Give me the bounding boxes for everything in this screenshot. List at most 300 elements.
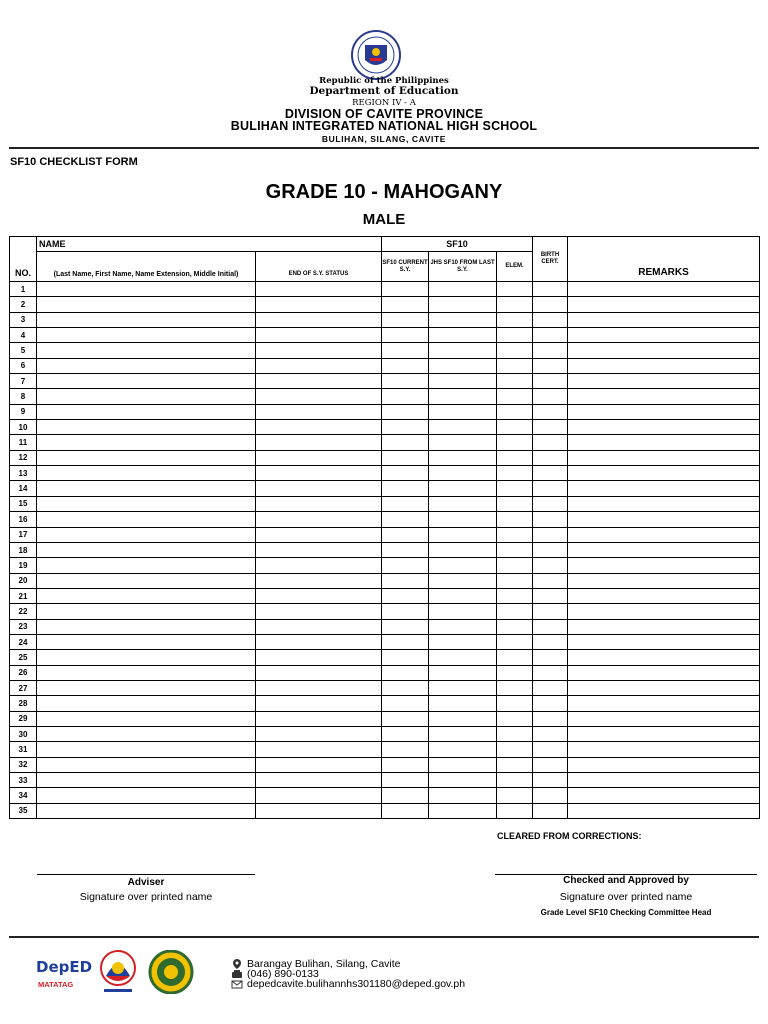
jhs-sf10-cell[interactable] bbox=[429, 588, 497, 603]
sf10-current-cell[interactable] bbox=[382, 328, 429, 343]
birth-cert-cell[interactable] bbox=[533, 680, 568, 695]
sf10-current-cell[interactable] bbox=[382, 680, 429, 695]
sf10-current-cell[interactable] bbox=[382, 619, 429, 634]
table-row bbox=[10, 328, 760, 343]
remarks-cell[interactable] bbox=[568, 389, 760, 404]
remarks-cell[interactable] bbox=[568, 558, 760, 573]
birth-cert-cell[interactable] bbox=[533, 450, 568, 465]
status-cell[interactable] bbox=[256, 742, 382, 757]
row-number: 8 bbox=[10, 389, 37, 404]
status-cell[interactable] bbox=[256, 312, 382, 327]
table-row bbox=[10, 726, 760, 741]
name-cell[interactable] bbox=[37, 389, 256, 404]
elem-cell[interactable] bbox=[497, 773, 533, 788]
sf10-current-cell[interactable] bbox=[382, 496, 429, 511]
row-number: 21 bbox=[10, 588, 37, 603]
jhs-sf10-cell[interactable] bbox=[429, 573, 497, 588]
sf10-current-cell[interactable] bbox=[382, 742, 429, 757]
remarks-cell[interactable] bbox=[568, 726, 760, 741]
name-cell[interactable] bbox=[37, 696, 256, 711]
elem-cell[interactable] bbox=[497, 650, 533, 665]
birth-cert-cell[interactable] bbox=[533, 527, 568, 542]
jhs-sf10-cell[interactable] bbox=[429, 481, 497, 496]
birth-cert-cell[interactable] bbox=[533, 604, 568, 619]
remarks-cell[interactable] bbox=[568, 450, 760, 465]
birth-cert-cell[interactable] bbox=[533, 696, 568, 711]
name-cell[interactable] bbox=[37, 558, 256, 573]
footer-phone: (046) 890-0133 bbox=[247, 968, 319, 980]
remarks-cell[interactable] bbox=[568, 374, 760, 389]
name-cell[interactable] bbox=[37, 773, 256, 788]
remarks-cell[interactable] bbox=[568, 573, 760, 588]
sf10-current-cell[interactable] bbox=[382, 343, 429, 358]
row-number: 15 bbox=[10, 496, 37, 511]
birth-cert-cell[interactable] bbox=[533, 803, 568, 818]
sf10-current-cell[interactable] bbox=[382, 450, 429, 465]
birth-cert-cell[interactable] bbox=[533, 343, 568, 358]
jhs-sf10-cell[interactable] bbox=[429, 374, 497, 389]
elem-cell[interactable] bbox=[497, 680, 533, 695]
birth-cert-cell[interactable] bbox=[533, 312, 568, 327]
birth-cert-cell[interactable] bbox=[533, 282, 568, 297]
row-number: 31 bbox=[10, 742, 37, 757]
remarks-cell[interactable] bbox=[568, 680, 760, 695]
jhs-sf10-cell[interactable] bbox=[429, 803, 497, 818]
birth-cert-cell[interactable] bbox=[533, 634, 568, 649]
email-icon bbox=[231, 978, 243, 990]
jhs-sf10-cell[interactable] bbox=[429, 450, 497, 465]
name-cell[interactable] bbox=[37, 604, 256, 619]
status-cell[interactable] bbox=[256, 297, 382, 312]
status-cell[interactable] bbox=[256, 773, 382, 788]
remarks-cell[interactable] bbox=[568, 297, 760, 312]
row-number: 27 bbox=[10, 680, 37, 695]
name-cell[interactable] bbox=[37, 343, 256, 358]
elem-cell[interactable] bbox=[497, 312, 533, 327]
jhs-sf10-cell[interactable] bbox=[429, 788, 497, 803]
remarks-cell[interactable] bbox=[568, 711, 760, 726]
elem-cell[interactable] bbox=[497, 343, 533, 358]
elem-cell[interactable] bbox=[497, 573, 533, 588]
sf10-current-cell[interactable] bbox=[382, 420, 429, 435]
status-cell[interactable] bbox=[256, 634, 382, 649]
birth-cert-cell[interactable] bbox=[533, 788, 568, 803]
jhs-sf10-cell[interactable] bbox=[429, 527, 497, 542]
row-number: 12 bbox=[10, 450, 37, 465]
status-cell[interactable] bbox=[256, 404, 382, 419]
birth-cert-cell[interactable] bbox=[533, 404, 568, 419]
status-cell[interactable] bbox=[256, 374, 382, 389]
table-row bbox=[10, 742, 760, 757]
sf10-current-cell[interactable] bbox=[382, 542, 429, 557]
jhs-sf10-cell[interactable] bbox=[429, 773, 497, 788]
birth-cert-cell[interactable] bbox=[533, 542, 568, 557]
row-number: 10 bbox=[10, 420, 37, 435]
elem-cell[interactable] bbox=[497, 665, 533, 680]
sf10-current-cell[interactable] bbox=[382, 773, 429, 788]
header-no: NO. bbox=[10, 237, 37, 282]
elem-cell[interactable] bbox=[497, 496, 533, 511]
sf10-current-cell[interactable] bbox=[382, 558, 429, 573]
remarks-cell[interactable] bbox=[568, 282, 760, 297]
table-row bbox=[10, 588, 760, 603]
name-cell[interactable] bbox=[37, 512, 256, 527]
elem-cell[interactable] bbox=[497, 435, 533, 450]
row-number: 25 bbox=[10, 650, 37, 665]
birth-cert-cell[interactable] bbox=[533, 466, 568, 481]
row-number: 26 bbox=[10, 665, 37, 680]
name-cell[interactable] bbox=[37, 481, 256, 496]
birth-cert-cell[interactable] bbox=[533, 496, 568, 511]
elem-cell[interactable] bbox=[497, 328, 533, 343]
name-cell[interactable] bbox=[37, 542, 256, 557]
sf10-current-cell[interactable] bbox=[382, 650, 429, 665]
jhs-sf10-cell[interactable] bbox=[429, 696, 497, 711]
row-number: 1 bbox=[10, 282, 37, 297]
sf10-current-cell[interactable] bbox=[382, 803, 429, 818]
jhs-sf10-cell[interactable] bbox=[429, 650, 497, 665]
remarks-cell[interactable] bbox=[568, 466, 760, 481]
name-cell[interactable] bbox=[37, 788, 256, 803]
remarks-cell[interactable] bbox=[568, 343, 760, 358]
sf10-current-cell[interactable] bbox=[382, 389, 429, 404]
birth-cert-cell[interactable] bbox=[533, 711, 568, 726]
row-number: 6 bbox=[10, 358, 37, 373]
remarks-cell[interactable] bbox=[568, 742, 760, 757]
sf10-current-cell[interactable] bbox=[382, 466, 429, 481]
remarks-cell[interactable] bbox=[568, 650, 760, 665]
remarks-cell[interactable] bbox=[568, 420, 760, 435]
status-cell[interactable] bbox=[256, 343, 382, 358]
elem-cell[interactable] bbox=[497, 512, 533, 527]
jhs-sf10-cell[interactable] bbox=[429, 634, 497, 649]
elem-cell[interactable] bbox=[497, 634, 533, 649]
name-cell[interactable] bbox=[37, 588, 256, 603]
remarks-cell[interactable] bbox=[568, 527, 760, 542]
birth-cert-cell[interactable] bbox=[533, 726, 568, 741]
birth-cert-cell[interactable] bbox=[533, 742, 568, 757]
name-cell[interactable] bbox=[37, 466, 256, 481]
status-cell[interactable] bbox=[256, 466, 382, 481]
remarks-cell[interactable] bbox=[568, 481, 760, 496]
status-cell[interactable] bbox=[256, 588, 382, 603]
sf10-current-cell[interactable] bbox=[382, 604, 429, 619]
status-cell[interactable] bbox=[256, 450, 382, 465]
table-row bbox=[10, 604, 760, 619]
birth-cert-cell[interactable] bbox=[533, 665, 568, 680]
row-number: 13 bbox=[10, 466, 37, 481]
status-cell[interactable] bbox=[256, 358, 382, 373]
name-cell[interactable] bbox=[37, 650, 256, 665]
name-cell[interactable] bbox=[37, 404, 256, 419]
status-cell[interactable] bbox=[256, 726, 382, 741]
jhs-sf10-cell[interactable] bbox=[429, 496, 497, 511]
elem-cell[interactable] bbox=[497, 358, 533, 373]
sf10-current-cell[interactable] bbox=[382, 481, 429, 496]
elem-cell[interactable] bbox=[497, 282, 533, 297]
status-cell[interactable] bbox=[256, 558, 382, 573]
name-cell[interactable] bbox=[37, 282, 256, 297]
elem-cell[interactable] bbox=[497, 450, 533, 465]
remarks-cell[interactable] bbox=[568, 496, 760, 511]
sf10-current-cell[interactable] bbox=[382, 788, 429, 803]
table-row bbox=[10, 312, 760, 327]
name-cell[interactable] bbox=[37, 619, 256, 634]
elem-cell[interactable] bbox=[497, 558, 533, 573]
status-cell[interactable] bbox=[256, 711, 382, 726]
jhs-sf10-cell[interactable] bbox=[429, 711, 497, 726]
name-cell[interactable] bbox=[37, 328, 256, 343]
jhs-sf10-cell[interactable] bbox=[429, 328, 497, 343]
status-cell[interactable] bbox=[256, 604, 382, 619]
school-seal-logo bbox=[146, 950, 196, 994]
elem-cell[interactable] bbox=[497, 788, 533, 803]
elem-cell[interactable] bbox=[497, 619, 533, 634]
remarks-cell[interactable] bbox=[568, 404, 760, 419]
remarks-cell[interactable] bbox=[568, 696, 760, 711]
birth-cert-cell[interactable] bbox=[533, 389, 568, 404]
name-cell[interactable] bbox=[37, 680, 256, 695]
name-cell[interactable] bbox=[37, 435, 256, 450]
status-cell[interactable] bbox=[256, 527, 382, 542]
elem-cell[interactable] bbox=[497, 297, 533, 312]
birth-cert-cell[interactable] bbox=[533, 588, 568, 603]
birth-cert-cell[interactable] bbox=[533, 374, 568, 389]
sf10-current-cell[interactable] bbox=[382, 757, 429, 772]
name-cell[interactable] bbox=[37, 496, 256, 511]
table-row bbox=[10, 680, 760, 695]
jhs-sf10-cell[interactable] bbox=[429, 680, 497, 695]
remarks-cell[interactable] bbox=[568, 619, 760, 634]
elem-cell[interactable] bbox=[497, 389, 533, 404]
name-cell[interactable] bbox=[37, 711, 256, 726]
elem-cell[interactable] bbox=[497, 604, 533, 619]
sf10-current-cell[interactable] bbox=[382, 297, 429, 312]
status-cell[interactable] bbox=[256, 420, 382, 435]
status-cell[interactable] bbox=[256, 788, 382, 803]
table-row bbox=[10, 665, 760, 680]
table-row bbox=[10, 527, 760, 542]
status-cell[interactable] bbox=[256, 650, 382, 665]
name-cell[interactable] bbox=[37, 297, 256, 312]
jhs-sf10-cell[interactable] bbox=[429, 757, 497, 772]
footer-divider bbox=[9, 936, 759, 938]
birth-cert-cell[interactable] bbox=[533, 512, 568, 527]
jhs-sf10-cell[interactable] bbox=[429, 389, 497, 404]
remarks-cell[interactable] bbox=[568, 665, 760, 680]
status-cell[interactable] bbox=[256, 803, 382, 818]
header-school: BULIHAN INTEGRATED NATIONAL HIGH SCHOOL bbox=[230, 119, 538, 133]
table-row bbox=[10, 481, 760, 496]
sf10-current-cell[interactable] bbox=[382, 404, 429, 419]
name-cell[interactable] bbox=[37, 665, 256, 680]
committee-label: Grade Level SF10 Checking Committee Head bbox=[540, 908, 712, 917]
sf10-current-cell[interactable] bbox=[382, 358, 429, 373]
name-cell[interactable] bbox=[37, 450, 256, 465]
sf10-current-cell[interactable] bbox=[382, 573, 429, 588]
remarks-cell[interactable] bbox=[568, 588, 760, 603]
remarks-cell[interactable] bbox=[568, 542, 760, 557]
remarks-cell[interactable] bbox=[568, 312, 760, 327]
table-body bbox=[10, 282, 760, 819]
elem-cell[interactable] bbox=[497, 481, 533, 496]
jhs-sf10-cell[interactable] bbox=[429, 343, 497, 358]
name-cell[interactable] bbox=[37, 803, 256, 818]
elem-cell[interactable] bbox=[497, 803, 533, 818]
sf10-current-cell[interactable] bbox=[382, 527, 429, 542]
sf10-current-cell[interactable] bbox=[382, 512, 429, 527]
name-cell[interactable] bbox=[37, 573, 256, 588]
table-row bbox=[10, 757, 760, 772]
jhs-sf10-cell[interactable] bbox=[429, 619, 497, 634]
birth-cert-cell[interactable] bbox=[533, 650, 568, 665]
row-number: 33 bbox=[10, 773, 37, 788]
birth-cert-cell[interactable] bbox=[533, 619, 568, 634]
status-cell[interactable] bbox=[256, 680, 382, 695]
remarks-cell[interactable] bbox=[568, 512, 760, 527]
sf10-current-cell[interactable] bbox=[382, 726, 429, 741]
sf10-current-cell[interactable] bbox=[382, 634, 429, 649]
birth-cert-cell[interactable] bbox=[533, 420, 568, 435]
status-cell[interactable] bbox=[256, 328, 382, 343]
elem-cell[interactable] bbox=[497, 588, 533, 603]
sf10-current-cell[interactable] bbox=[382, 696, 429, 711]
sf10-current-cell[interactable] bbox=[382, 312, 429, 327]
name-cell[interactable] bbox=[37, 757, 256, 772]
sf10-current-cell[interactable] bbox=[382, 588, 429, 603]
status-cell[interactable] bbox=[256, 496, 382, 511]
elem-cell[interactable] bbox=[497, 726, 533, 741]
elem-cell[interactable] bbox=[497, 527, 533, 542]
table-row bbox=[10, 389, 760, 404]
status-cell[interactable] bbox=[256, 512, 382, 527]
remarks-cell[interactable] bbox=[568, 358, 760, 373]
table-row bbox=[10, 420, 760, 435]
jhs-sf10-cell[interactable] bbox=[429, 742, 497, 757]
name-cell[interactable] bbox=[37, 742, 256, 757]
name-cell[interactable] bbox=[37, 374, 256, 389]
sf10-current-cell[interactable] bbox=[382, 665, 429, 680]
form-title: SF10 CHECKLIST FORM bbox=[10, 156, 138, 168]
name-cell[interactable] bbox=[37, 312, 256, 327]
sf10-current-cell[interactable] bbox=[382, 435, 429, 450]
birth-cert-cell[interactable] bbox=[533, 558, 568, 573]
birth-cert-cell[interactable] bbox=[533, 773, 568, 788]
birth-cert-cell[interactable] bbox=[533, 328, 568, 343]
elem-cell[interactable] bbox=[497, 374, 533, 389]
name-cell[interactable] bbox=[37, 358, 256, 373]
remarks-cell[interactable] bbox=[568, 773, 760, 788]
table-row bbox=[10, 619, 760, 634]
row-number: 24 bbox=[10, 634, 37, 649]
elem-cell[interactable] bbox=[497, 404, 533, 419]
status-cell[interactable] bbox=[256, 435, 382, 450]
birth-cert-cell[interactable] bbox=[533, 573, 568, 588]
jhs-sf10-cell[interactable] bbox=[429, 297, 497, 312]
elem-cell[interactable] bbox=[497, 542, 533, 557]
birth-cert-cell[interactable] bbox=[533, 297, 568, 312]
remarks-cell[interactable] bbox=[568, 757, 760, 772]
row-number: 30 bbox=[10, 726, 37, 741]
row-number: 11 bbox=[10, 435, 37, 450]
birth-cert-cell[interactable] bbox=[533, 435, 568, 450]
table-row bbox=[10, 558, 760, 573]
status-cell[interactable] bbox=[256, 665, 382, 680]
jhs-sf10-cell[interactable] bbox=[429, 604, 497, 619]
status-cell[interactable] bbox=[256, 542, 382, 557]
jhs-sf10-cell[interactable] bbox=[429, 726, 497, 741]
jhs-sf10-cell[interactable] bbox=[429, 358, 497, 373]
jhs-sf10-cell[interactable] bbox=[429, 558, 497, 573]
remarks-cell[interactable] bbox=[568, 604, 760, 619]
grade-title: GRADE 10 - MAHOGANY bbox=[265, 181, 503, 203]
elem-cell[interactable] bbox=[497, 420, 533, 435]
header-sf10-current: SF10 CURRENT S.Y. bbox=[382, 252, 429, 282]
jhs-sf10-cell[interactable] bbox=[429, 466, 497, 481]
table-row bbox=[10, 573, 760, 588]
birth-cert-cell[interactable] bbox=[533, 358, 568, 373]
name-cell[interactable] bbox=[37, 726, 256, 741]
sf10-current-cell[interactable] bbox=[382, 282, 429, 297]
status-cell[interactable] bbox=[256, 619, 382, 634]
elem-cell[interactable] bbox=[497, 466, 533, 481]
remarks-cell[interactable] bbox=[568, 788, 760, 803]
sex-title: MALE bbox=[362, 211, 406, 228]
remarks-cell[interactable] bbox=[568, 328, 760, 343]
sf10-current-cell[interactable] bbox=[382, 711, 429, 726]
jhs-sf10-cell[interactable] bbox=[429, 282, 497, 297]
name-cell[interactable] bbox=[37, 420, 256, 435]
remarks-cell[interactable] bbox=[568, 634, 760, 649]
adviser-sub-label: Signature over printed name bbox=[79, 891, 213, 903]
birth-cert-cell[interactable] bbox=[533, 481, 568, 496]
elem-cell[interactable] bbox=[497, 711, 533, 726]
status-cell[interactable] bbox=[256, 573, 382, 588]
row-number: 23 bbox=[10, 619, 37, 634]
status-cell[interactable] bbox=[256, 481, 382, 496]
table-row bbox=[10, 711, 760, 726]
status-cell[interactable] bbox=[256, 757, 382, 772]
row-number: 14 bbox=[10, 481, 37, 496]
adviser-label: Adviser bbox=[127, 877, 165, 888]
name-cell[interactable] bbox=[37, 634, 256, 649]
elem-cell[interactable] bbox=[497, 742, 533, 757]
table-row bbox=[10, 803, 760, 818]
jhs-sf10-cell[interactable] bbox=[429, 312, 497, 327]
elem-cell[interactable] bbox=[497, 696, 533, 711]
status-cell[interactable] bbox=[256, 696, 382, 711]
row-number: 29 bbox=[10, 711, 37, 726]
deped-logo-text: DepED bbox=[36, 958, 93, 976]
name-cell[interactable] bbox=[37, 527, 256, 542]
remarks-cell[interactable] bbox=[568, 435, 760, 450]
header-republic: Republic of the Philippines bbox=[319, 76, 449, 86]
remarks-cell[interactable] bbox=[568, 803, 760, 818]
jhs-sf10-cell[interactable] bbox=[429, 665, 497, 680]
jhs-sf10-cell[interactable] bbox=[429, 512, 497, 527]
jhs-sf10-cell[interactable] bbox=[429, 542, 497, 557]
elem-cell[interactable] bbox=[497, 757, 533, 772]
status-cell[interactable] bbox=[256, 389, 382, 404]
jhs-sf10-cell[interactable] bbox=[429, 420, 497, 435]
jhs-sf10-cell[interactable] bbox=[429, 435, 497, 450]
header-division: DIVISION OF CAVITE PROVINCE bbox=[284, 107, 484, 121]
sf10-current-cell[interactable] bbox=[382, 374, 429, 389]
status-cell[interactable] bbox=[256, 282, 382, 297]
birth-cert-cell[interactable] bbox=[533, 757, 568, 772]
table-row bbox=[10, 374, 760, 389]
jhs-sf10-cell[interactable] bbox=[429, 404, 497, 419]
